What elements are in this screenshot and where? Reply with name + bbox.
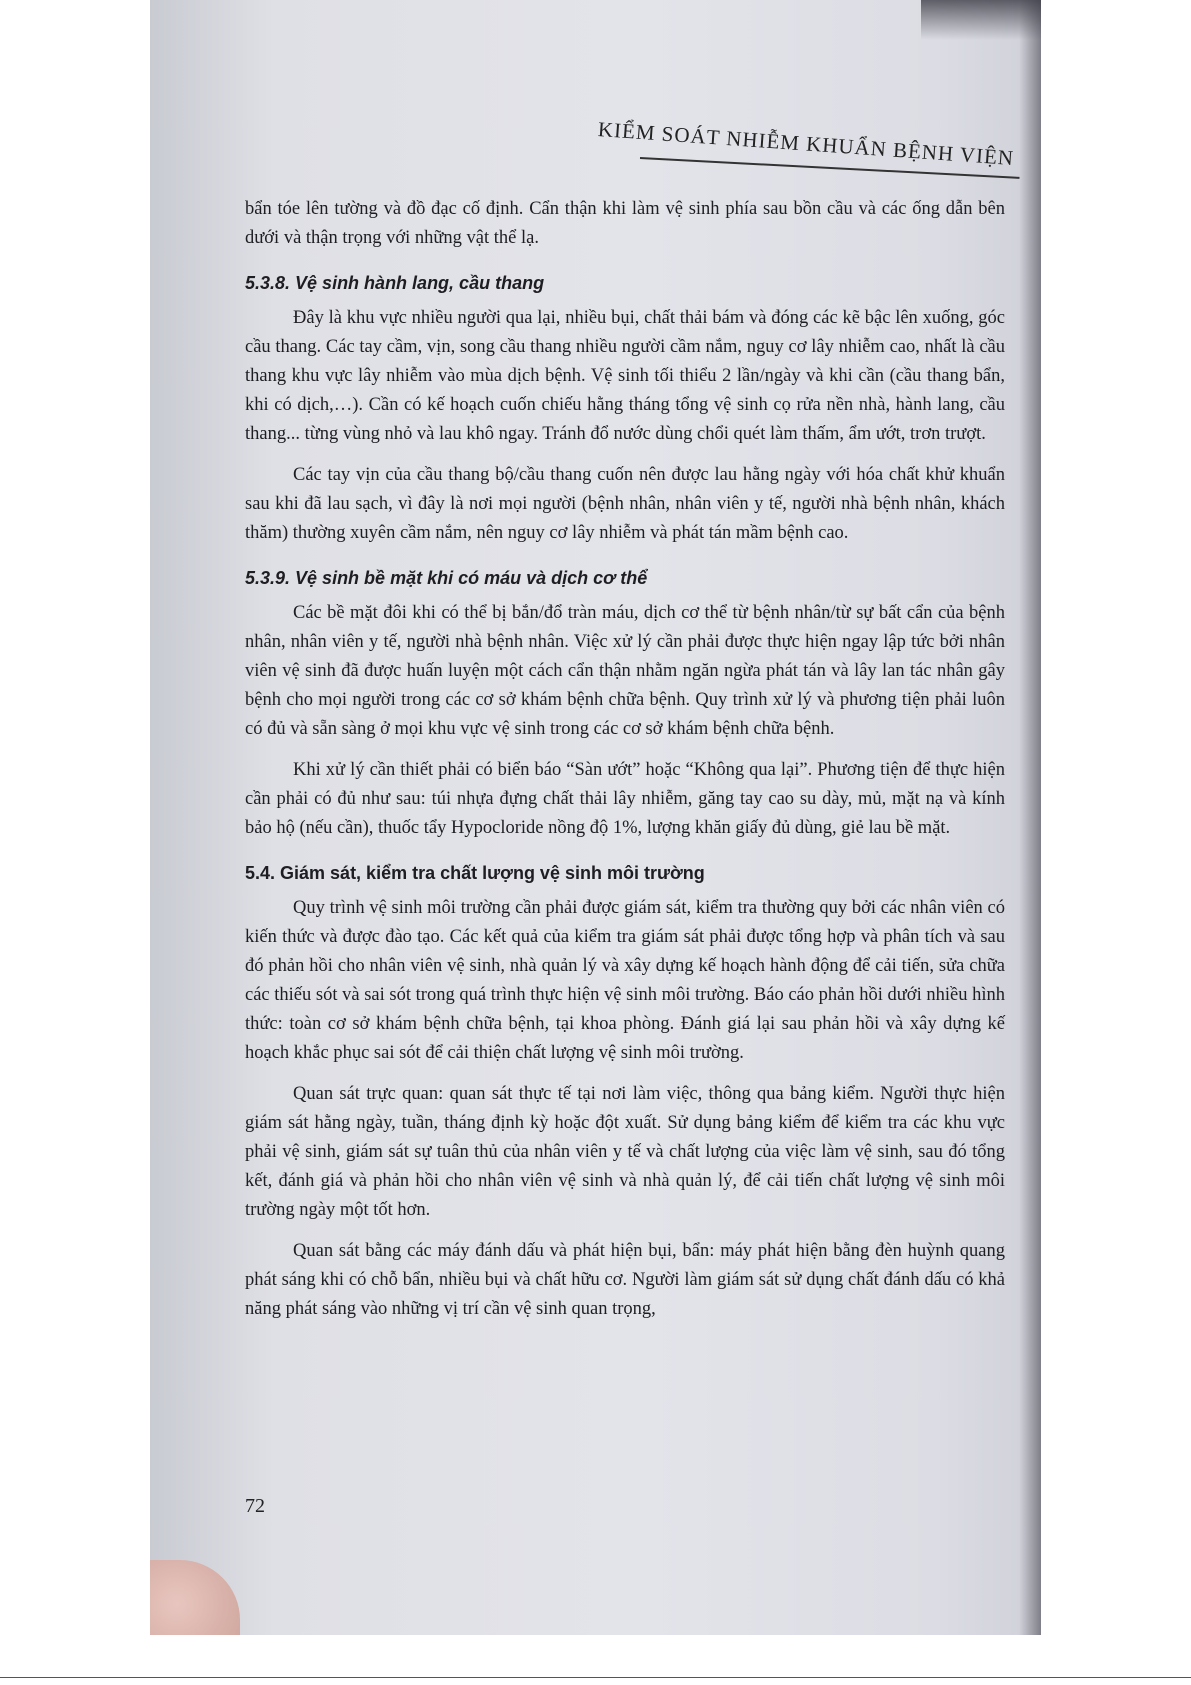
book-page (245, 105, 1015, 1545)
page-photo (150, 0, 1041, 1635)
paragraph: Khi xử lý cần thiết phải có biển báo “Sàn ướt” hoặc “Không qua lại”. Phương tiện để thực hiện cần phải có đủ như sau: túi nhựa đựng chất thải lây nhiễm, găng tay cao su dày, mủ, mặt nạ và kính bảo hộ (nếu cần), thuốc tẩy Hypocloride nồng độ 1%, lượng khăn giấy đủ dùng, giẻ lau bề mặt. (245, 760, 1005, 838)
page-number: 72 (245, 1495, 265, 1517)
page-edge-shadow (1019, 0, 1041, 1635)
thumb (150, 1560, 240, 1635)
paragraph: Quan sát trực quan: quan sát thực tế tại nơi làm việc, thông qua bảng kiểm. Người thực hiện giám sát hằng ngày, tuần, tháng định kỳ hoặc đột xuất. Sử dụng bảng kiểm để kiểm tra các khu vực phải vệ sinh, giám sát sự tuân thủ của nhân viên y tế và chất lượng của việc làm vệ sinh, sau đó tổng kết, đánh giá và phản hồi cho nhân viên vệ sinh và nhà quản lý, để cải tiến chất lượng vệ sinh môi trường ngày một tốt hơn. (245, 1084, 1005, 1220)
page-body (245, 195, 1005, 1336)
paragraph: Các bề mặt đôi khi có thể bị bắn/đổ tràn máu, dịch cơ thể từ bệnh nhân/từ sự bất cẩn của bệnh nhân, nhân viên y tế, người nhà bệnh nhân. Việc xử lý cần phải được thực hiện ngay lập tức bởi nhân viên vệ sinh đã được huấn luyện một cách cẩn thận nhằm ngăn ngừa phát tán và lây lan tác nhân gây bệnh cho mọi người trong các cơ sở khám bệnh chữa bệnh. Quy trình xử lý và phương tiện phải luôn có đủ và sẵn sàng ở mọi khu vực vệ sinh trong các cơ sở khám bệnh chữa bệnh. (245, 603, 1005, 739)
section-heading: 5.3.9. Vệ sinh bề mặt khi có máu và dịch cơ thể (245, 568, 648, 588)
section-heading: 5.3.8. Vệ sinh hành lang, cầu thang (245, 273, 545, 293)
running-header: KIỂM SOÁT NHIỄM KHUẨN BỆNH VIỆN (597, 117, 1015, 171)
paragraph: Quan sát bằng các máy đánh dấu và phát hiện bụi, bẩn: máy phát hiện bằng đèn huỳnh quang phát sáng khi có chỗ bẩn, nhiều bụi và chất hữu cơ. Người làm giám sát sử dụng chất đánh dấu có khả năng phát sáng vào những vị trí cần vệ sinh quan trọng, (245, 1241, 1005, 1319)
paragraph: bẩn tóe lên tường và đồ đạc cố định. Cẩn thận khi làm vệ sinh phía sau bồn cầu và các ống dẫn bên dưới và thận trọng với những vật thể lạ. (245, 199, 1005, 248)
paragraph: Đây là khu vực nhiều người qua lại, nhiều bụi, chất thải bám và đóng các kẽ bậc lên xuống, góc cầu thang. Các tay cầm, vịn, song cầu thang nhiều người cầm nắm, nguy cơ lây nhiễm cao, nhất là cầu thang khu vực lây nhiễm vào mùa dịch bệnh. Vệ sinh tối thiểu 2 lần/ngày và khi cần (cầu thang bẩn, khi có dịch,…). Cần có kế hoạch cuốn chiếu hằng tháng tổng vệ sinh cọ rửa nền nhà, hành lang, cầu thang... từng vùng nhỏ và lau khô ngay. Tránh đổ nước dùng chổi quét làm thấm, ẩm ướt, trơn trượt. (245, 308, 1005, 444)
scan-bottom-edge (0, 1677, 1191, 1681)
paragraph: Quy trình vệ sinh môi trường cần phải được giám sát, kiểm tra thường quy bởi các nhân viên có kiến thức và được đào tạo. Các kết quả của kiểm tra giám sát phải được tổng hợp và phân tích và sau đó phản hồi cho nhân viên vệ sinh, nhà quản lý và xây dựng kế hoạch hành động để cải tiến, sửa chữa các thiếu sót và sai sót trong quá trình thực hiện vệ sinh môi trường. Báo cáo phản hồi dưới nhiều hình thức: toàn cơ sở khám bệnh chữa bệnh, tại khoa phòng. Đánh giá lại sau phản hồi và xây dựng kế hoạch khắc phục sai sót để cải thiện chất lượng vệ sinh môi trường. (245, 898, 1005, 1063)
section-heading: 5.4. Giám sát, kiểm tra chất lượng vệ sinh môi trường (245, 863, 705, 883)
paragraph: Các tay vịn của cầu thang bộ/cầu thang cuốn nên được lau hằng ngày với hóa chất khử khuẩn sau khi đã lau sạch, vì đây là nơi mọi người (bệnh nhân, nhân viên y tế, người nhà bệnh nhân, khách thăm) thường xuyên cầm nắm, nên nguy cơ lây nhiễm và phát tán mầm bệnh cao. (245, 465, 1005, 543)
